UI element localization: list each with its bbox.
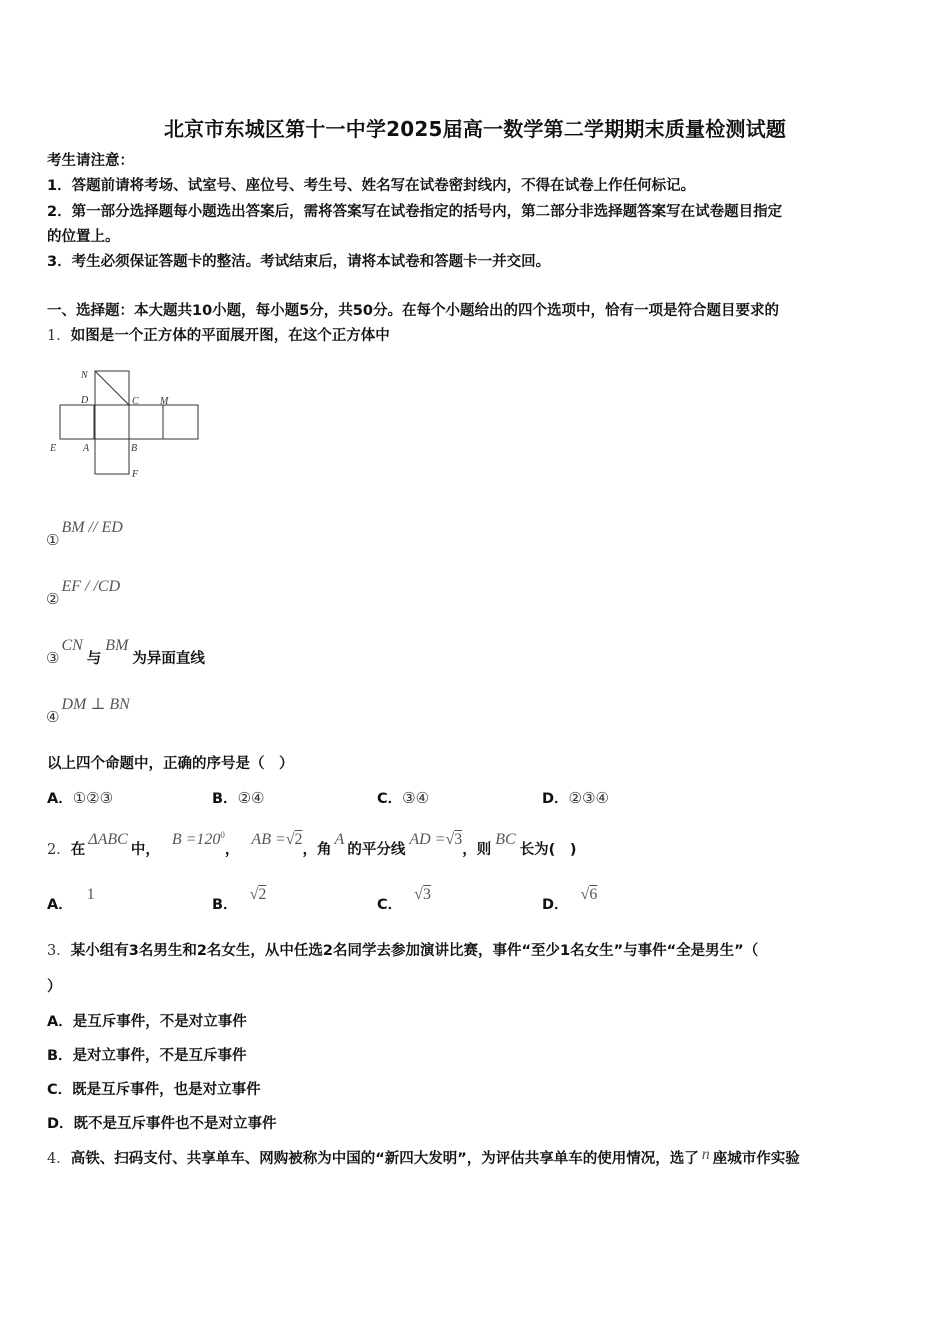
notice-item: 的位置上。 [47, 229, 120, 245]
side-ab: AB = [251, 831, 286, 848]
q1-stem [47, 327, 390, 345]
q3-option-d: D．既不是互斥事件也不是对立事件 [47, 1116, 277, 1132]
q1-proposition-2 [46, 576, 121, 608]
notice-heading: 考生请注意： [47, 153, 134, 169]
q2-option-d: D．√6 [542, 886, 598, 913]
triangle-abc: ΔABC [88, 831, 128, 848]
prop-mark: ① [46, 531, 60, 549]
prop-math: CN [61, 637, 83, 654]
q1-proposition-4 [46, 694, 130, 726]
prop-connector: 与 [86, 651, 102, 667]
notice-item: 1．答题前请将考场、试室号、座位号、考生号、姓名写在试卷密封线内，不得在试卷上作任何标记。 [47, 178, 696, 194]
label-B: B [131, 443, 138, 454]
net-face [129, 405, 163, 439]
q1-text: 如图是一个正方体的平面展开图，在这个正方体中 [70, 328, 390, 344]
label-F: F [132, 469, 139, 480]
label-E: E [50, 443, 57, 454]
label-N: N [81, 370, 88, 381]
bisector-ad: AD = [409, 831, 446, 848]
notice-item: 2．第一部分选择题每小题选出答案后，需将答案写在试卷指定的括号内，第二部分非选择题答案写在试卷题目指定 [47, 204, 783, 220]
prop-math: DM ⊥ BN [61, 696, 130, 713]
net-face [163, 405, 198, 439]
q3-option-c: C．既是互斥事件，也是对立事件 [47, 1082, 261, 1098]
q1-option-c: C．③④ [377, 789, 430, 807]
prop-mark: ③ [46, 649, 60, 667]
notice-item: 3．考生必须保证答题卡的整洁。考试结束后，请将本试卷和答题卡一并交回。 [47, 254, 551, 270]
q1-option-a: A．①②③ [47, 789, 114, 807]
prop-math: BM [105, 637, 129, 654]
prop-mark: ② [46, 590, 60, 608]
q2-option-b: B．√2 [212, 886, 267, 913]
prop-mark: ④ [46, 708, 60, 726]
q1-option-d: D．②③④ [542, 789, 609, 807]
q1-option-b: B．②④ [212, 789, 265, 807]
q3-stem-cont: ） [47, 979, 62, 995]
q2-option-a: A．1 [47, 886, 95, 913]
q3-stem: 3．某小组有3名男生和2名女生，从中任选2名同学去参加演讲比赛，事件“至少1名女生”与事件“全是男生”（ [47, 943, 759, 959]
net-face [95, 405, 129, 439]
net-diagonal-NC [95, 371, 129, 405]
q2-option-c: C．√3 [377, 886, 431, 913]
prop-math: BM // ED [61, 519, 123, 536]
q1-ask: 以上四个命题中，正确的序号是（ ） [47, 756, 294, 772]
label-A: A [83, 443, 90, 454]
label-M: M [160, 396, 169, 407]
prop-math: EF / /CD [61, 578, 121, 595]
q2-number: 2． [47, 842, 71, 858]
section-heading: 一、选择题：本大题共10小题，每小题5分，共50分。在每个小题给出的四个选项中，恰有一项是符合题目要求的 [47, 303, 779, 319]
page-title: 北京市东城区第十一中学2025届高一数学第二学期期末质量检测试题 [163, 117, 787, 141]
label-C: C [132, 396, 139, 407]
q3-option-a: A．是互斥事件，不是对立事件 [47, 1014, 247, 1030]
q1-number: 1． [47, 328, 71, 344]
question-4: 4．高铁、扫码支付、共享单车、网购被称为中国的“新四大发明”，为评估共享单车的使用情况，选了 n 座城市作实验 [47, 1146, 800, 1167]
net-face [60, 405, 94, 439]
q1-proposition-1 [46, 517, 123, 549]
q3-option-b: B．是对立事件，不是互斥事件 [47, 1048, 247, 1064]
q2-stem: 2．在ΔABC中，$B =120^0$，AB =√2，角A的平分线AD =√3，则BC长为( ) [47, 830, 577, 858]
net-face-bottom [95, 439, 129, 474]
cube-net-figure [48, 365, 208, 483]
label-D: D [81, 395, 89, 406]
prop-suffix: 为异面直线 [132, 651, 205, 667]
q1-proposition-3 [46, 636, 205, 667]
angle-b: B =120 [171, 831, 221, 848]
